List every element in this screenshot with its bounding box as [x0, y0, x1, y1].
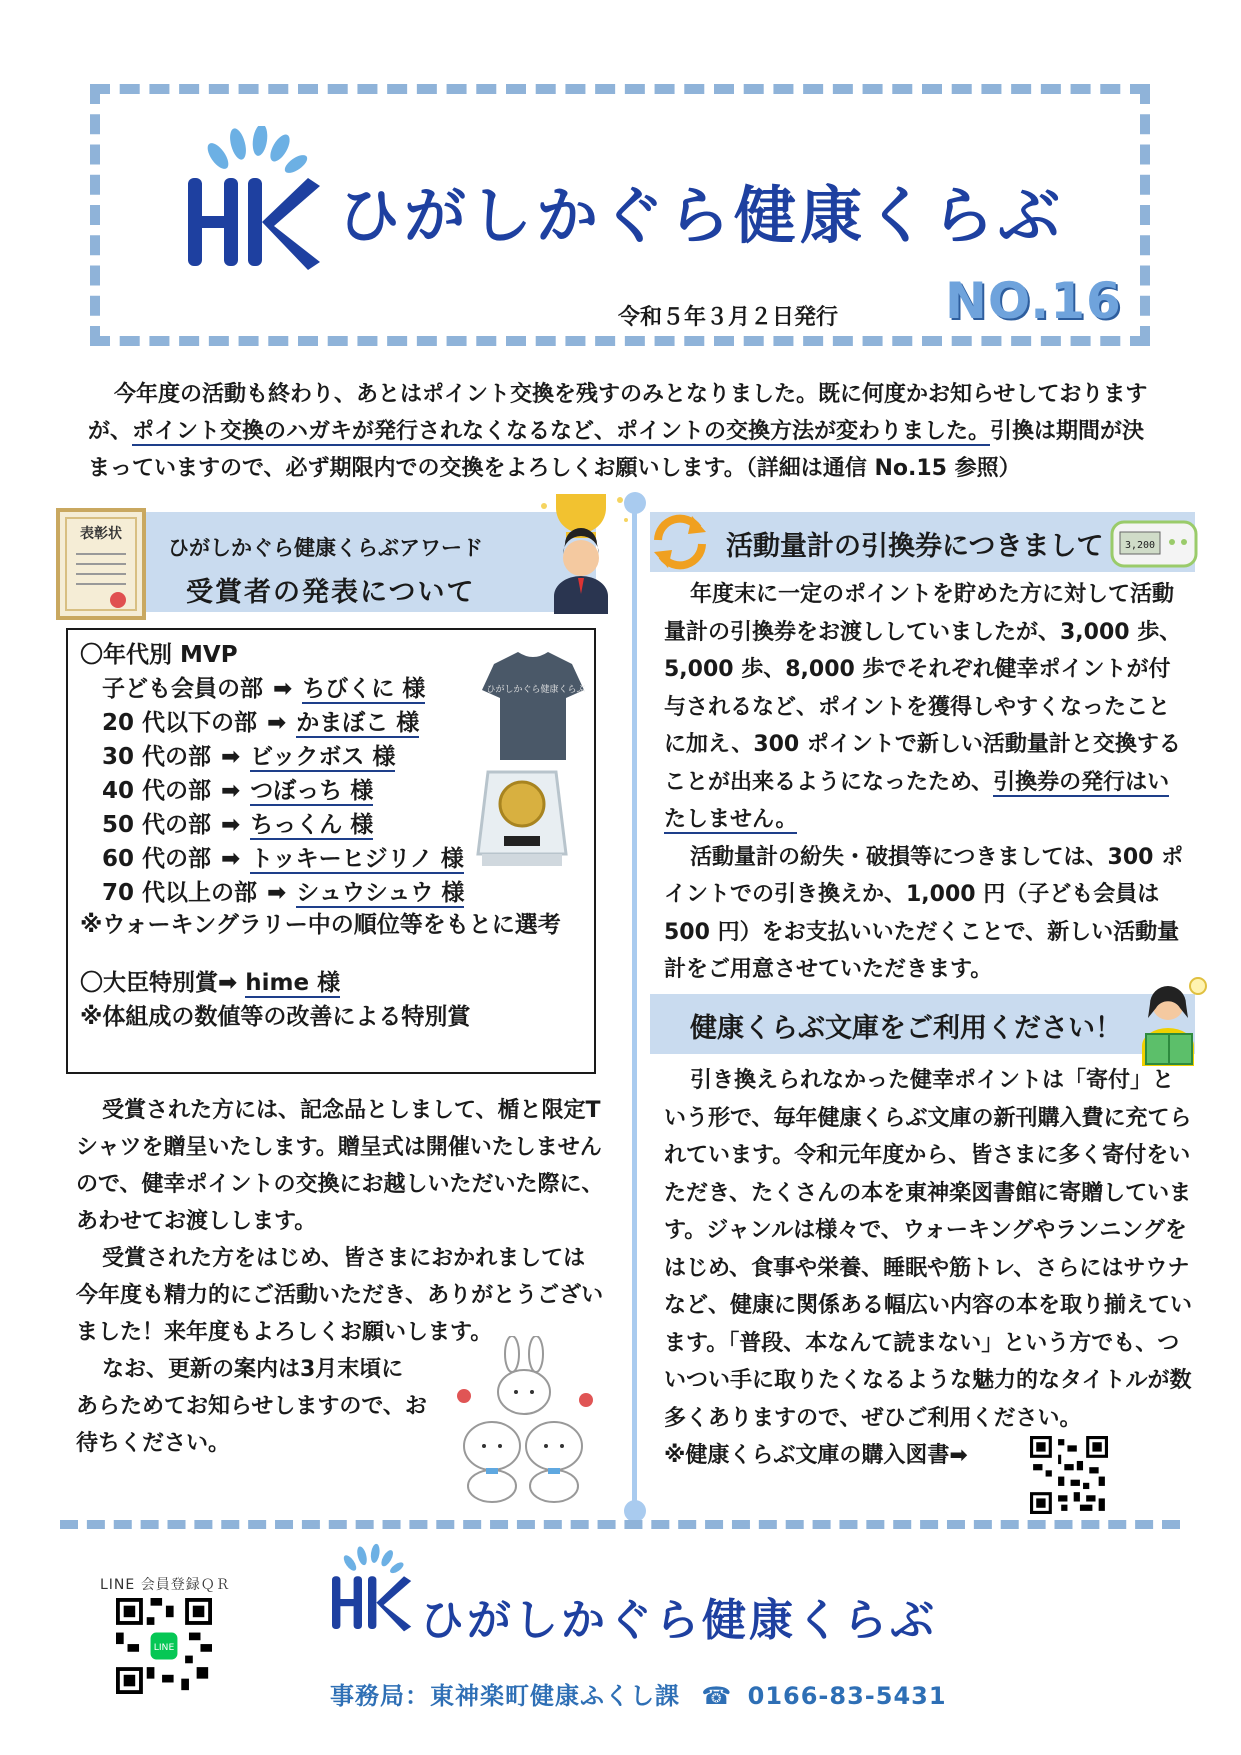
award-category: 子ども会員の部	[102, 676, 263, 702]
special-award-title: 〇大臣特別賞	[80, 970, 218, 996]
office-name: 事務局：東神楽町健康ふくし課	[330, 1682, 680, 1710]
phone-number[interactable]: 0166-83-5431	[747, 1682, 947, 1710]
pedometer-text-underlined: 引換券の発行はいたしません。	[664, 769, 1170, 832]
award-winner-name: シュウシュウ 様	[296, 880, 465, 906]
arrow-right-icon: ➡	[218, 970, 238, 996]
award-winner-name: ちびくに 様	[302, 676, 426, 702]
award-category: 40 代の部	[102, 778, 212, 804]
intro-text-b: 引換は期間が決まっていますので、必ず期限内での交換をよろしくお願いします。（詳細は通信 No.15 参照）	[88, 419, 1145, 481]
award-category: 60 代の部	[102, 846, 212, 872]
special-award	[80, 964, 340, 997]
library-note: ※健康くらぶ文庫の購入図書➡	[664, 1443, 968, 1468]
footer-logo-icon	[326, 1540, 416, 1640]
award-row	[102, 806, 373, 839]
certificate-label: 表彰状	[80, 526, 122, 542]
award-row	[102, 874, 464, 907]
arrow-right-icon: ➡	[221, 846, 241, 872]
arrow-right-icon: ➡	[221, 744, 241, 770]
issue-date: 令和５年３月２日発行	[618, 305, 839, 330]
phone-icon: ☎	[701, 1682, 733, 1710]
library-text	[664, 1062, 1194, 1475]
award-row	[102, 738, 395, 771]
library-qr-code[interactable]	[1030, 1436, 1108, 1514]
reading-person-icon	[1128, 972, 1214, 1068]
shield-trophy-image	[474, 766, 570, 870]
pedometer-heading: 活動量計の引換券につきまして	[726, 531, 1104, 562]
footer-divider	[60, 1520, 1180, 1529]
award-row	[102, 840, 464, 873]
intro-text-a: 今年度の活動も終わり、あとはポイント交換を残すのみとなりました。既に何度かお知らせしておりますが、	[88, 382, 1148, 444]
footer-title: ひがしかぐら健康くらぶ	[420, 1595, 937, 1646]
trophy-person-icon	[526, 486, 636, 616]
line-logo-icon: LINE	[153, 1642, 175, 1654]
intro-underlined: ポイント交換のハガキが発行されなくなるなど、ポイントの交換方法が変わりました。	[132, 419, 991, 444]
line-qr-caption: LINE 会員登録ＱＲ	[100, 1577, 231, 1593]
award-category: 30 代の部	[102, 744, 212, 770]
footer-contact	[330, 1676, 947, 1711]
award-note-ranking: ※ウォーキングラリー中の順位等をもとに選考	[80, 912, 561, 938]
certificate-icon	[52, 504, 150, 624]
arrow-right-icon: ➡	[221, 778, 241, 804]
award-row	[102, 704, 419, 737]
pedometer-display: 3,200	[1124, 540, 1156, 551]
intro-paragraph	[88, 376, 1158, 487]
library-heading: 健康くらぶ文庫をご利用ください！	[690, 1013, 1122, 1044]
special-award-name: hime 様	[245, 970, 341, 996]
award-note-special: ※体組成の数値等の改善による特別賞	[80, 1004, 471, 1030]
arrow-right-icon: ➡	[273, 676, 293, 702]
award-desc-p3-l2: あらためてお知らせしますので、お	[76, 1394, 427, 1419]
arrow-right-icon: ➡	[221, 812, 241, 838]
page-title: ひがしかぐら健康くらぶ	[338, 179, 1065, 252]
pedometer-image	[1110, 518, 1198, 570]
divider-dot-bottom	[624, 1500, 646, 1522]
award-winner-name: ビックボス 様	[250, 744, 396, 770]
issue-number: NO.16	[945, 272, 1122, 330]
refresh-icon	[648, 510, 712, 574]
award-winner-name: トッキーヒジリノ 様	[250, 846, 464, 872]
tshirt-image	[480, 646, 586, 764]
award-desc-p3-l3: 待ちください。	[76, 1431, 231, 1456]
tshirt-print: ひがしかぐら健康くらぶ	[486, 685, 586, 695]
award-heading-line2: 受賞者の発表について	[186, 577, 476, 608]
award-winner-name: つぼっち 様	[250, 778, 374, 804]
award-category: 70 代以上の部	[102, 880, 258, 906]
arrow-right-icon: ➡	[267, 880, 287, 906]
award-desc-p3-l1: なお、更新の案内は3月末頃に	[102, 1357, 404, 1382]
award-row	[102, 670, 425, 703]
award-category: 50 代の部	[102, 812, 212, 838]
column-divider	[632, 502, 637, 1510]
club-logo-icon	[178, 126, 328, 276]
award-row	[102, 772, 373, 805]
mvp-title: 〇年代別 MVP	[80, 642, 238, 668]
award-category: 20 代以下の部	[102, 710, 258, 736]
pedometer-text-p2: 活動量計の紛失・破損等につきましては、300 ポイントでの引き換えか、1,000 円（子ども会員は 500 円）をお支払いいただくことで、新しい活動量計をご用意させていただきます。	[664, 844, 1184, 982]
pedometer-text-a: 年度末に一定のポイントを貯めた方に対して活動量計の引換券をお渡ししていましたが、3,000 歩、5,000 歩、8,000 歩でそれぞれ健幸ポイントが付与されるなど、ポイントを獲得しやすくなったことに加え、300 ポイントで新しい活動量計と交換することが出来るようになったため、	[664, 582, 1182, 795]
pedometer-text	[664, 576, 1184, 989]
line-qr-code[interactable]	[116, 1598, 212, 1694]
award-winner-name: かまぼこ 様	[296, 710, 420, 736]
award-winner-name: ちっくん 様	[250, 812, 374, 838]
award-desc-p2: 受賞された方をはじめ、皆さまにおかれましては今年度も精力的にご活動いただき、ありがとうございました！来年度もよろしくお願いします。	[76, 1246, 604, 1345]
arrow-right-icon: ➡	[267, 710, 287, 736]
celebrating-bunnies-illustration	[450, 1336, 600, 1506]
award-desc-p1: 受賞された方には、記念品としまして、楯と限定Tシャツを贈呈いたします。贈呈式は開催いたしませんので、健幸ポイントの交換にお越しいただいた際に、あわせてお渡しします。	[76, 1098, 604, 1234]
library-text-p1: 引き換えられなかった健幸ポイントは「寄付」という形で、毎年健康くらぶ文庫の新刊購入費に充てられています。令和元年度から、皆さまに多く寄付をいただき、たくさんの本を東神楽図書館に寄贈しています。ジャンルは様々で、ウォーキングやランニングをはじめ、食事や栄養、睡眠や筋トレ、さらにはサウナなど、健康に関係ある幅広い内容の本を取り揃えています。「普段、本なんて読まない」という方でも、ついつい手に取りたくなるような魅力的なタイトルが数多くありますので、ぜひご利用ください。	[664, 1068, 1193, 1431]
award-heading-line1: ひがしかぐら健康くらぶアワード	[168, 536, 483, 560]
